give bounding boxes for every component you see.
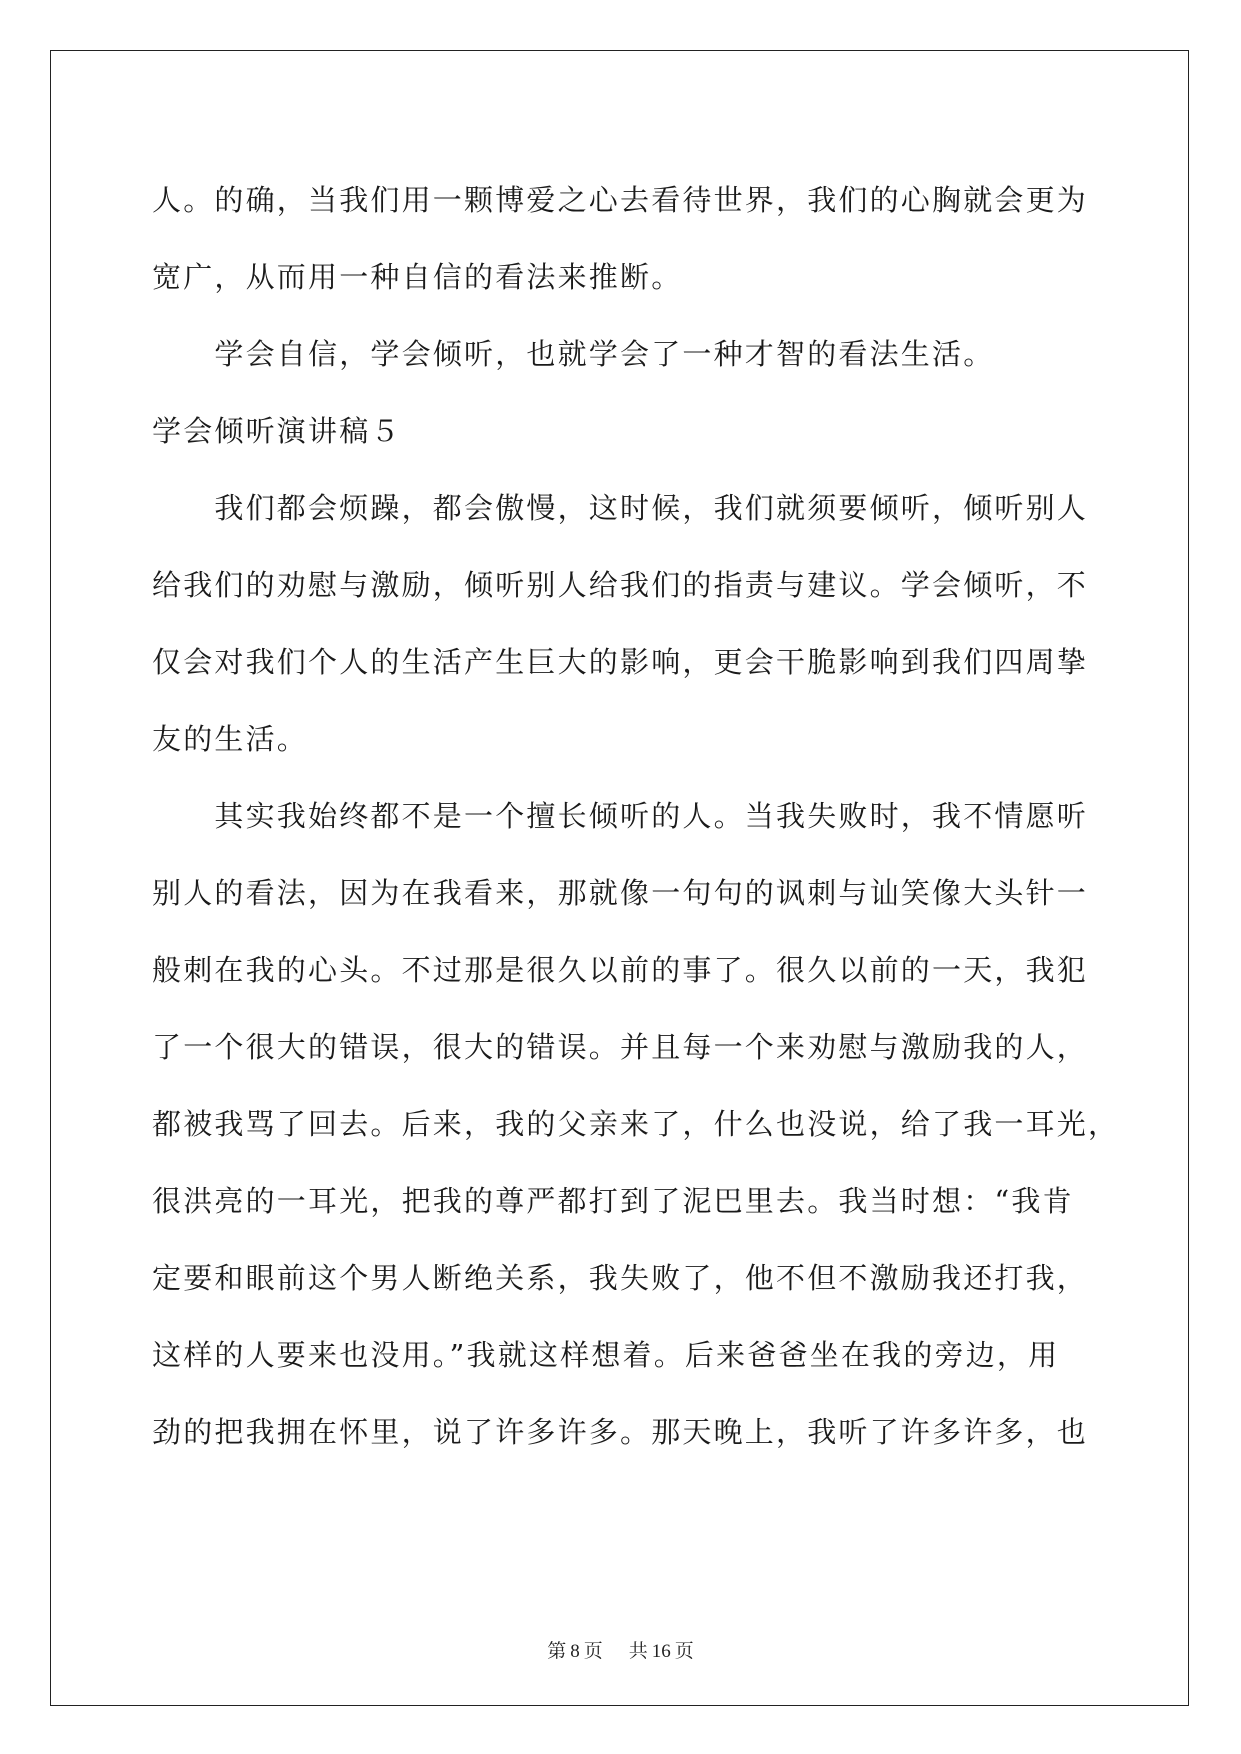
text-line: 我们都会烦躁，都会傲慢，这时候，我们就须要倾听，倾听别人 — [152, 491, 1089, 525]
text-line: 宽广，从而用一种自信的看法来推断。 — [152, 260, 683, 294]
text-line: 定要和眼前这个男人断绝关系，我失败了，他不但不激励我还打我， — [152, 1261, 1089, 1295]
total-suffix: 页 — [674, 1641, 694, 1662]
text-line: 学会自信，学会倾听，也就学会了一种才智的看法生活。 — [152, 337, 995, 371]
text-line: 都被我骂了回去。后来，我的父亲来了，什么也没说，给了我一耳光， — [152, 1107, 1120, 1141]
text-line: 仅会对我们个人的生活产生巨大的影响，更会干脆影响到我们四周挚 — [152, 645, 1089, 679]
text-line: 人。的确，当我们用一颗博爱之心去看待世界，我们的心胸就会更为 — [152, 183, 1089, 217]
text-line: 别人的看法，因为在我看来，那就像一句句的讽刺与讪笑像大头针一 — [152, 876, 1089, 910]
page-number: 8 — [570, 1641, 580, 1662]
total-label: 共 — [628, 1641, 648, 1662]
section-heading: 学会倾听演讲稿５ — [152, 414, 402, 448]
text-line: 般刺在我的心头。不过那是很久以前的事了。很久以前的一天，我犯 — [152, 953, 1089, 987]
total-pages: 16 — [651, 1641, 671, 1662]
text-line: 友的生活。 — [152, 722, 309, 756]
page-footer — [0, 1636, 1241, 1663]
text-line: 很洪亮的一耳光，把我的尊严都打到了泥巴里去。我当时想：“我肯 — [152, 1184, 1074, 1218]
page-label: 第 — [547, 1641, 567, 1662]
document-body — [152, 162, 1120, 1471]
text-line: 这样的人要来也没用。”我就这样想着。后来爸爸坐在我的旁边，用 — [152, 1338, 1060, 1372]
page-suffix: 页 — [583, 1641, 603, 1662]
text-line: 劲的把我拥在怀里，说了许多许多。那天晚上，我听了许多许多，也 — [152, 1415, 1089, 1449]
text-line: 了一个很大的错误，很大的错误。并且每一个来劝慰与激励我的人， — [152, 1030, 1089, 1064]
text-line: 给我们的劝慰与激励，倾听别人给我们的指责与建议。学会倾听，不 — [152, 568, 1089, 602]
text-line: 其实我始终都不是一个擅长倾听的人。当我失败时，我不情愿听 — [152, 799, 1089, 833]
